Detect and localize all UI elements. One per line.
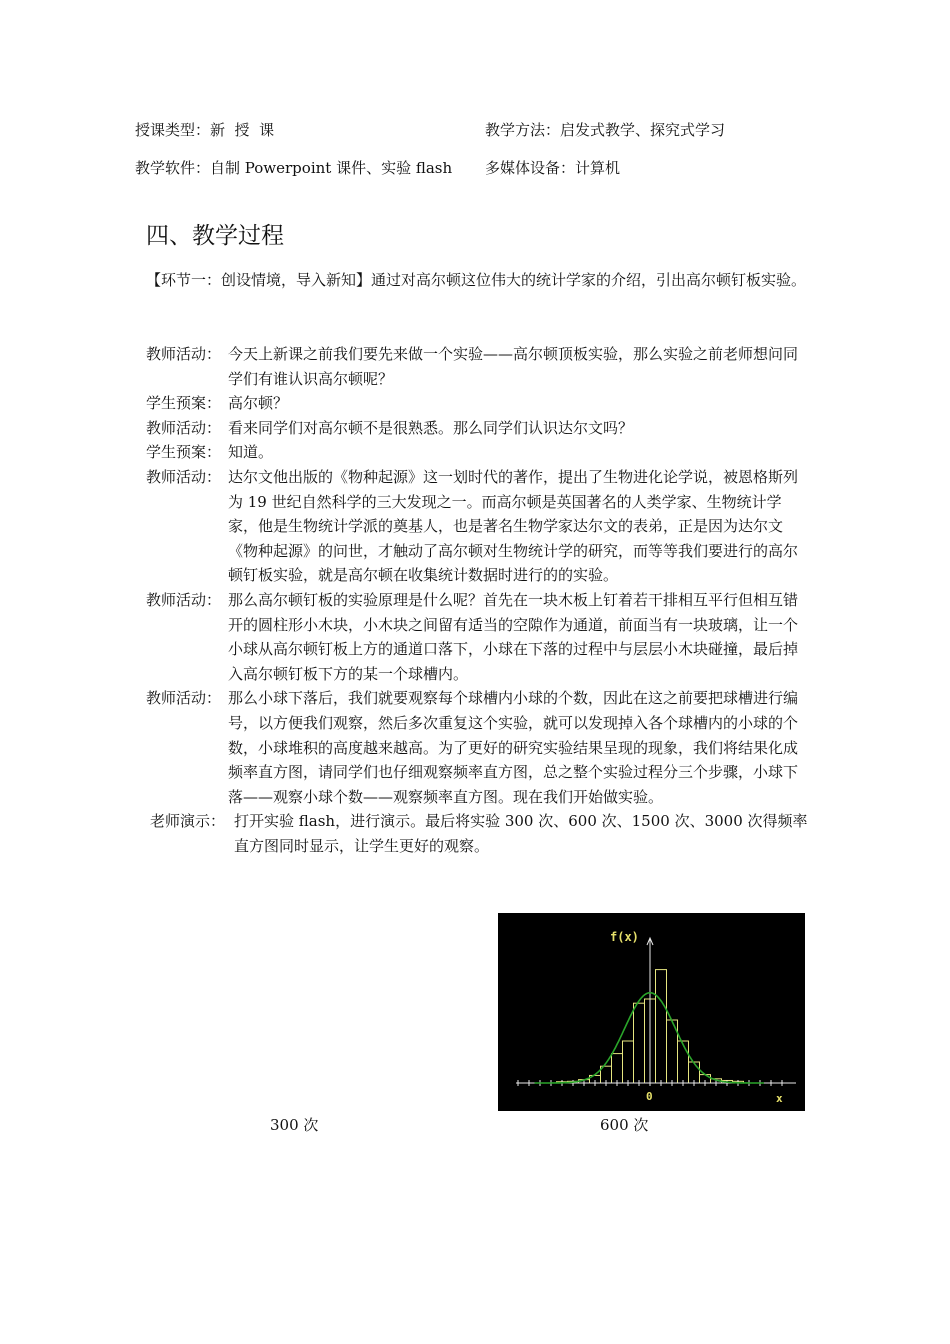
demo-speaker-label: 老师演示： [150, 812, 226, 831]
histogram-bar [689, 1062, 700, 1083]
dialogue-item [146, 686, 808, 809]
speaker-label: 学生预案： [146, 394, 222, 413]
speaker-label: 教师活动： [146, 345, 222, 363]
dialogue-item [146, 391, 808, 416]
histogram-bar [634, 1003, 645, 1083]
dialogue-text: 那么高尔顿钉板的实验原理是什么呢？首先在一块木板上钉着若干排相互平行但相互错开的圆柱形小木块，小木块之间留有适当的空隙作为通道，前面当有一块玻璃，让一个小球从高尔顿钉板上方的通道口落下，小球在下落的过程中与层层小木块碰撞，最后掉入高尔顿钉板下方的某一个球槽内。 [228, 590, 799, 683]
teaching-method [485, 120, 725, 140]
caption-600: 600 次 [600, 1116, 649, 1134]
multimedia-device [485, 158, 620, 178]
dialogue-text: 看来同学们对高尔顿不是很熟悉。那么同学们认识达尔文吗？ [228, 418, 634, 437]
dialogue-text: 那么小球下落后，我们就要观察每个球槽内小球的个数，因此在这之前要把球槽进行编号，以方便我们观察，然后多次重复这个实验，就可以发现掉入各个球槽内的小球的个数，小球堆积的高度越来越高。为了更好的研究实验结果呈现的现象，我们将结果化成频率直方图，请同学们也仔细观察频率直方图，总之整个实验过程分三个步骤，小球下落——观察小球个数——观察频率直方图。现在我们开始做实验。 [228, 689, 799, 806]
dialogue-item [146, 342, 808, 391]
speaker-label: 教师活动： [146, 590, 222, 609]
histogram-bar [612, 1054, 623, 1083]
speaker-label: 教师活动： [146, 467, 222, 486]
caption-300: 300 次 [270, 1116, 319, 1134]
normal-curve [535, 993, 764, 1083]
teaching-software-value: 自制 Powerpoint 课件、实验 flash [210, 159, 453, 177]
dialogue-text: 高尔顿？ [228, 394, 289, 413]
speaker-label: 学生预案： [146, 443, 222, 462]
histogram-bar [678, 1041, 689, 1083]
intro-paragraph: 【环节一：创设情境，导入新知】通过对高尔顿这位伟大的统计学家的介绍，引出高尔顿钉板实验。 [146, 271, 807, 289]
lesson-type-label: 授课类型： [135, 121, 211, 139]
dialogue-item [146, 416, 808, 441]
multimedia-device-value: 计算机 [575, 159, 621, 177]
x-axis-label: x [776, 1092, 783, 1105]
teaching-method-value: 启发式教学、探究式学习 [560, 121, 726, 139]
speaker-label: 教师活动： [146, 418, 222, 437]
dialogue-item [146, 588, 808, 686]
dialogue-item [146, 465, 808, 588]
frequency-histogram [498, 913, 805, 1111]
teaching-software-label: 教学软件： [135, 159, 211, 177]
dialogue-text: 今天上新课之前我们要先来做一个实验——高尔顿顶板实验，那么实验之前老师想问同学们有谁认识高尔顿呢？ [228, 345, 799, 388]
dialogue-text: 知道。 [228, 443, 274, 462]
lesson-type-value: 新 授 课 [210, 121, 275, 139]
multimedia-device-label: 多媒体设备： [485, 159, 576, 177]
speaker-label: 教师活动： [146, 689, 222, 708]
histogram-svg [498, 913, 805, 1111]
demo-text: 打开实验 flash，进行演示。最后将实验 300 次、600 次、1500 次、3000 次得频率直方图同时显示，让学生更好的观察。 [234, 812, 808, 855]
teaching-method-label: 教学方法： [485, 121, 561, 139]
histogram-bar [656, 970, 667, 1083]
teaching-software [135, 158, 452, 178]
y-axis-label: f(x) [610, 930, 639, 944]
dialogue [146, 342, 808, 858]
dialogue-item [146, 440, 808, 465]
section-title: 四、教学过程 [146, 223, 284, 249]
demo-item [146, 809, 808, 858]
lesson-type [135, 120, 274, 140]
histogram-bar [623, 1041, 634, 1083]
dialogue-text: 达尔文他出版的《物种起源》这一划时代的著作，提出了生物进化论学说，被恩格斯列为 19 世纪自然科学的三大发现之一。而高尔顿是英国著名的人类学家、生物统计学家，他是生物统计学派的奠基人，也是著名生物学家达尔文的表弟，正是因为达尔文《物种起源》的问世，才触动了高尔顿对生物统计学的研究，而等等我们要进行的高尔顿钉板实验，就是高尔顿在收集统计数据时进行的的实验。 [228, 467, 799, 585]
origin-label: 0 [646, 1090, 653, 1103]
